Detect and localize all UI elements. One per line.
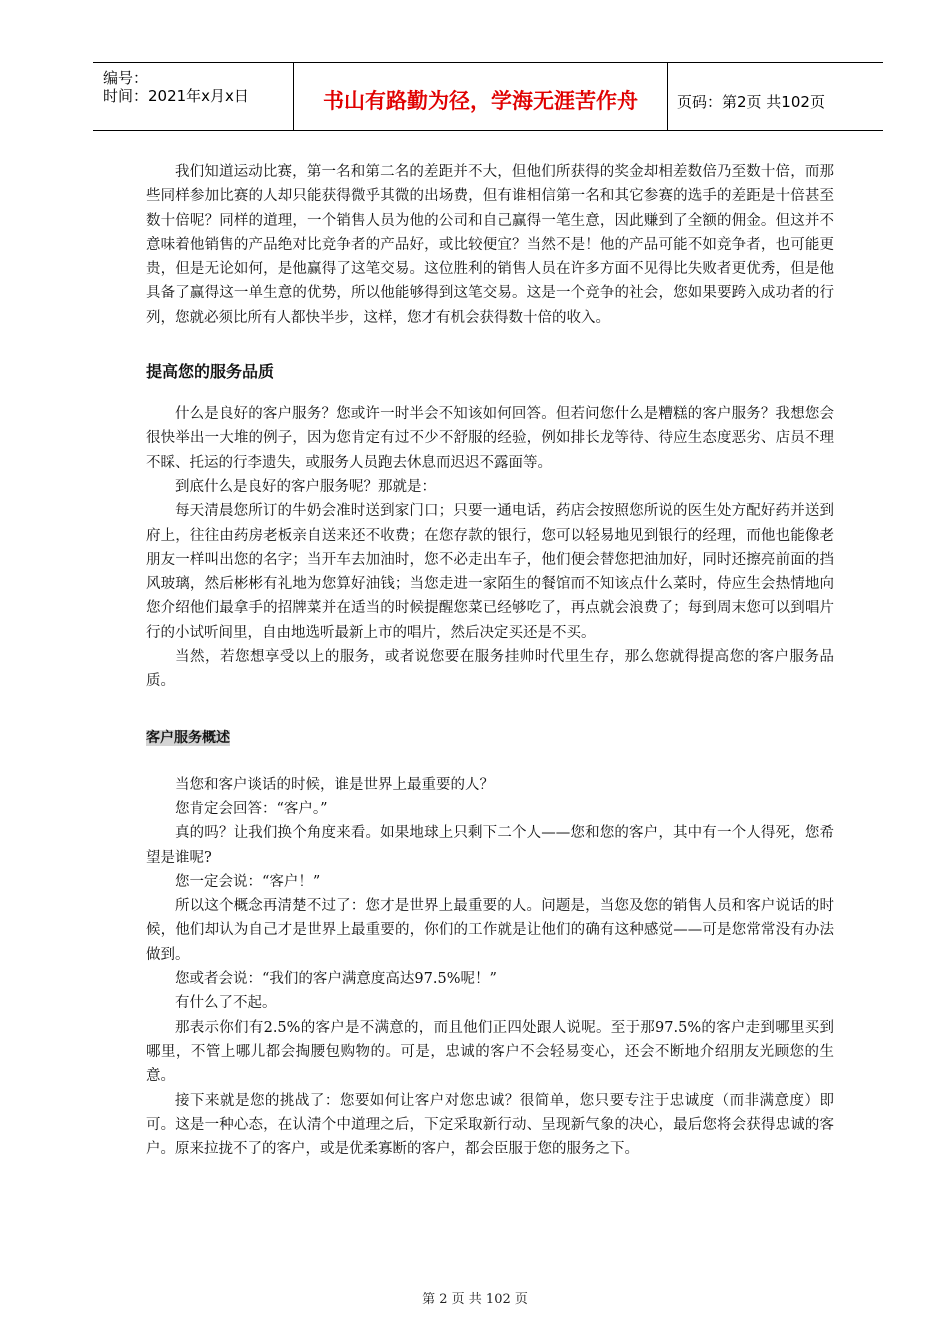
paragraph: 有什么了不起。 (175, 995, 277, 1012)
header-page-code: 页码：第2页 共102页 (677, 93, 825, 111)
header-motto: 书山有路勤为径，学海无涯苦作舟 (323, 89, 638, 113)
paragraph: 那表示你们有2.5%的客户是不满意的，而且他们正四处跟人说呢。至于那97.5%的客户走到哪里买到哪里，不管上哪儿都会掏腰包购物的。可是，忠诚的客户不会轻易变心，还会不断地介绍朋友光顾您的生意。 (146, 1019, 834, 1085)
paragraph: 到底什么是良好的客户服务呢？那就是： (175, 478, 436, 495)
header-meta-cell (93, 63, 293, 130)
paragraph: 真的吗？让我们换个角度来看。如果地球上只剩下二个人——您和您的客户，其中有一个人得死，您希望是谁呢? (146, 825, 834, 866)
highlighted-heading-text: 客户服务概述 (146, 729, 230, 746)
paragraph: 接下来就是您的挑战了：您要如何让客户对您忠诚？很简单，您只要专注于忠诚度（而非满意度）即可。这是一种心态，在认清个中道理之后，下定采取新行动、呈现新气象的决心，最后您将会获得忠诚的客户。原来拉拢不了的客户，或是优柔寡断的客户，都会臣服于您的服务之下。 (146, 1092, 834, 1158)
page-header (93, 62, 883, 131)
intro-paragraph: 我们知道运动比赛，第一名和第二名的差距并不大，但他们所获得的奖金却相差数倍乃至数十倍，而那些同样参加比赛的人却只能获得微乎其微的出场费，但有谁相信第一名和其它参赛的选手的差距是十倍甚至数十倍呢？同样的道理，一个销售人员为他的公司和自己赢得一笔生意，因此赚到了全额的佣金。但这并不意味着他销售的产品绝对比竞争者的产品好，或比较便宜？当然不是！他的产品可能不如竞争者，也可能更贵，但是无论如何，是他赢得了这笔交易。这位胜利的销售人员在许多方面不见得比失败者更优秀，但是他具备了赢得这一单生意的优势，所以他能够得到这笔交易。这是一个竞争的社会，您如果要跨入成功者的行列，您就必须比所有人都快半步，这样，您才有机会获得数十倍的收入。 (146, 164, 834, 326)
section-heading-service-quality: 提高您的服务品质 (146, 362, 275, 382)
document-body (146, 160, 834, 1161)
page-footer: 第 2 页 共 102 页 (422, 1292, 528, 1307)
header-motto-cell (293, 63, 668, 130)
paragraph: 您一定会说：“客户！” (175, 873, 321, 890)
paragraph: 您肯定会回答：“客户。” (175, 800, 328, 817)
document-time-label: 时间：2021年x月x日 (103, 87, 249, 105)
paragraph: 当您和客户谈话的时候，谁是世界上最重要的人？ (175, 776, 494, 793)
paragraph: 您或者会说：“我们的客户满意度高达97.5%呢！” (175, 971, 497, 988)
paragraph: 所以这个概念再清楚不过了：您才是世界上最重要的人。问题是，当您及您的销售人员和客户说话的时候，他们却认为自己才是世界上最重要的，你们的工作就是让他们的确有这种感觉——可是您常常没有办法做到。 (146, 898, 834, 963)
document-number-label: 编号： (103, 69, 149, 87)
paragraph: 每天清晨您所订的牛奶会准时送到家门口；只要一通电话，药店会按照您所说的医生处方配好药并送到府上，往往由药房老板亲自送来还不收费；在您存款的银行，您可以轻易地见到银行的经理，而他也能像老朋友一样叫出您的名字；当开车去加油时，您不必走出车子，他们便会替您把油加好，同时还擦亮前面的挡风玻璃，然后彬彬有礼地为您算好油钱；当您走进一家陌生的餐馆而不知该点什么菜时，侍应生会热情地向您介绍他们最拿手的招牌菜并在适当的时候提醒您菜已经够吃了，再点就会浪费了；每到周末您可以到唱片行的小试听间里，自由地选听最新上市的唱片，然后决定买还是不买。 (146, 503, 834, 641)
header-page-cell (667, 63, 883, 130)
section-heading-customer-service-overview (146, 727, 834, 747)
paragraph: 什么是良好的客户服务？您或许一时半会不知该如何回答。但若问您什么是糟糕的客户服务？我想您会很快举出一大堆的例子，因为您肯定有过不少不舒服的经验，例如排长龙等待、待应生态度恶劣、店员不理不睬、托运的行李遗失，或服务人员跑去休息而迟迟不露面等。 (146, 406, 834, 471)
paragraph: 当然，若您想享受以上的服务，或者说您要在服务挂帅时代里生存，那么您就得提高您的客户服务品质。 (146, 649, 834, 690)
